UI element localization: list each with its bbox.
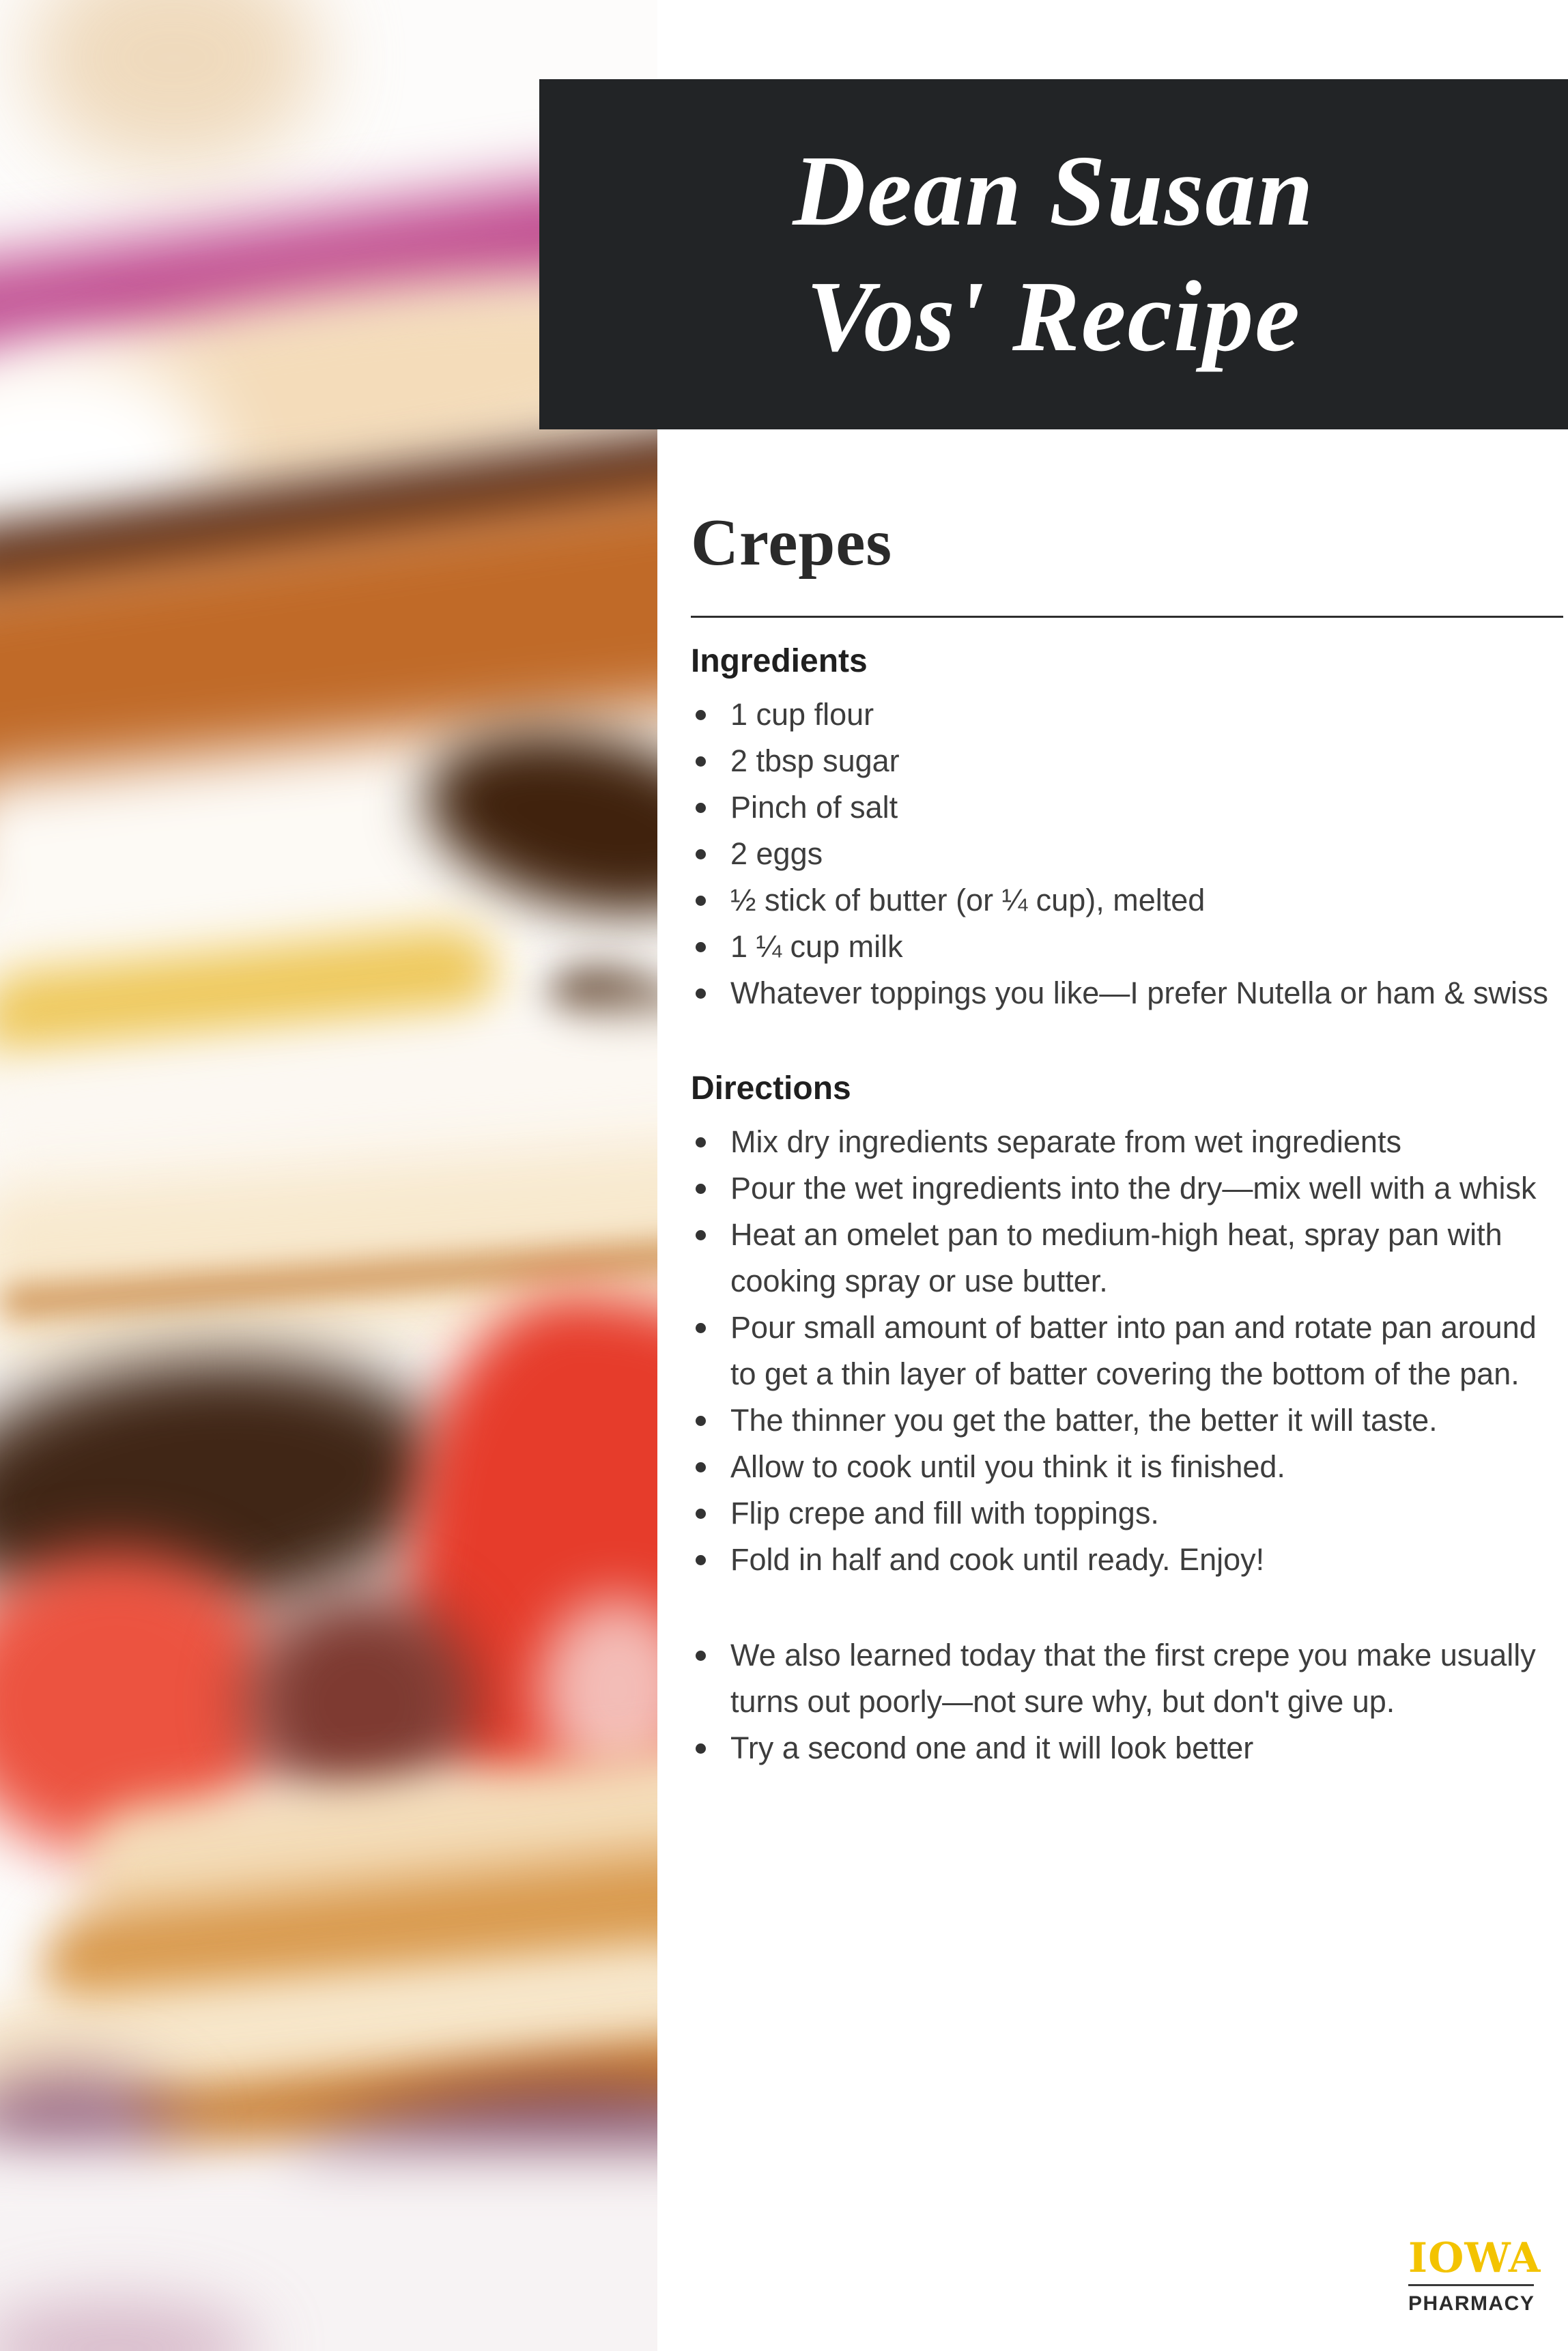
ingredients-list [691, 692, 1563, 1016]
list-item: Fold in half and cook until ready. Enjoy! [691, 1537, 1563, 1583]
list-item: Pinch of salt [691, 784, 1563, 831]
list-item: 1 ¼ cup milk [691, 924, 1563, 970]
list-item: The thinner you get the batter, the better it will taste. [691, 1397, 1563, 1444]
logo-wordmark: IOWA [1408, 2234, 1541, 2282]
banner-title-line-2: Vos' Recipe [806, 261, 1301, 373]
list-item: 2 eggs [691, 831, 1563, 877]
list-item: Pour the wet ingredients into the dry—mix well with a whisk [691, 1165, 1563, 1212]
list-item: Pour small amount of batter into pan and rotate pan around to get a thin layer of batter covering the bottom of the pan. [691, 1305, 1563, 1397]
directions-heading: Directions [691, 1070, 851, 1107]
list-item: Heat an omelet pan to medium-high heat, spray pan with cooking spray or use butter. [691, 1212, 1563, 1305]
logo-rule [1408, 2284, 1534, 2286]
iowa-pharmacy-logo [1408, 2234, 1541, 2316]
logo-subtitle: PHARMACY [1408, 2292, 1535, 2315]
title-banner [539, 79, 1568, 429]
directions-list [691, 1119, 1563, 1583]
recipe-content [691, 506, 1563, 1771]
photo-blob [27, 0, 321, 171]
list-item: Flip crepe and fill with toppings. [691, 1490, 1563, 1537]
list-item: ½ stick of butter (or ¼ cup), melted [691, 877, 1563, 924]
list-item: 1 cup flour [691, 692, 1563, 738]
list-item: Try a second one and it will look better [691, 1725, 1563, 1771]
list-item: Mix dry ingredients separate from wet ingredients [691, 1119, 1563, 1165]
banner-title-line-1: Dean Susan [793, 135, 1315, 247]
list-item: We also learned today that the first crepe you make usually turns out poorly—not sure why, but don't give up. [691, 1632, 1563, 1725]
list-item: 2 tbsp sugar [691, 738, 1563, 784]
divider-line [691, 616, 1563, 618]
recipe-title: Crepes [691, 506, 893, 579]
notes-list [691, 1632, 1563, 1771]
ingredients-heading: Ingredients [691, 643, 868, 679]
list-item: Whatever toppings you like—I prefer Nutella or ham & swiss [691, 970, 1563, 1016]
list-item: Allow to cook until you think it is finished. [691, 1444, 1563, 1490]
